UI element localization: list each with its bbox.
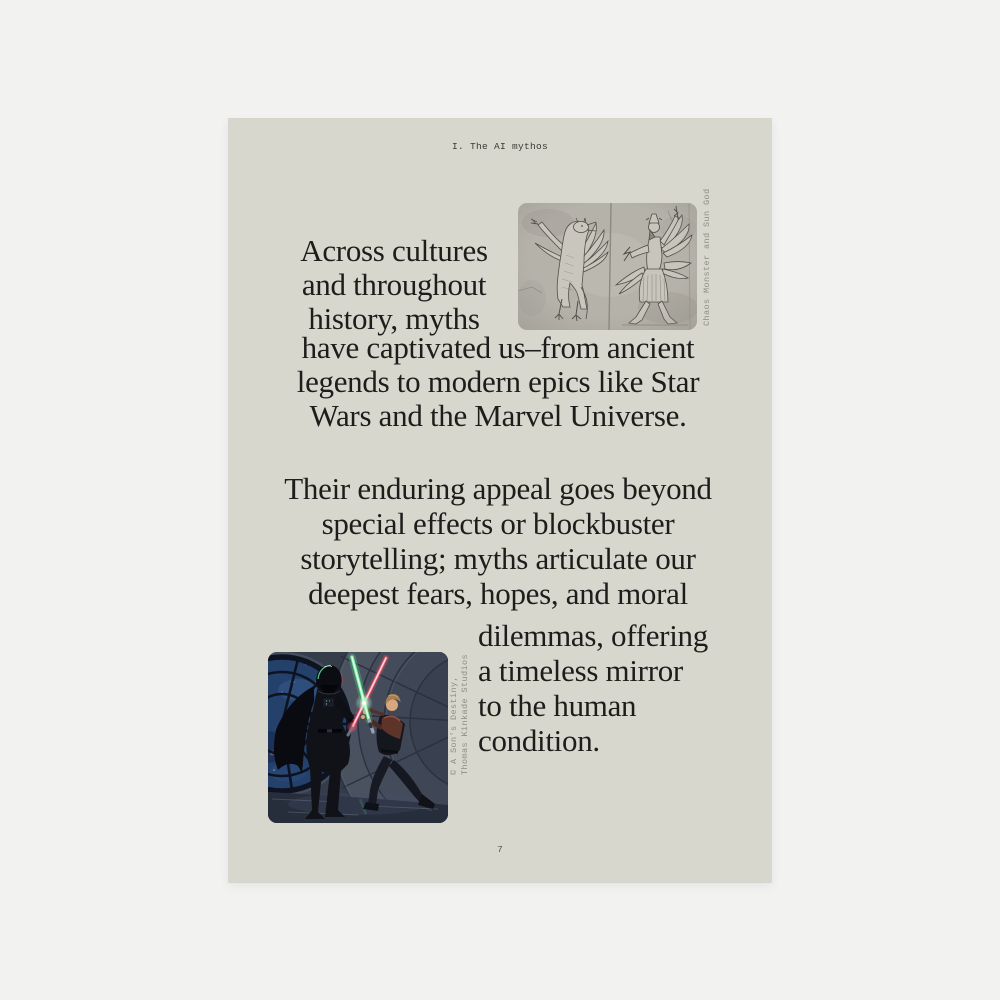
chest-panel [324, 699, 333, 706]
text-line: dilemmas, offering [478, 618, 708, 653]
chapter-header: I. The AI mythos [451, 141, 548, 152]
text-line: and throughout [301, 267, 487, 302]
text-line: storytelling; myths articulate our [300, 541, 696, 576]
caption-line: Thomas Kinkade Studios [460, 653, 470, 775]
lightsaber-duel-image [268, 652, 448, 823]
stone-vignette [518, 203, 697, 330]
text-line: history, myths [308, 301, 480, 336]
text-line: special effects or blockbuster [321, 506, 675, 541]
figure-duel [268, 652, 448, 823]
text-line: deepest fears, hopes, and moral [308, 576, 688, 611]
text-line: Their enduring appeal goes beyond [284, 471, 712, 506]
paragraph-2-full [268, 471, 728, 611]
page-number: 7 [497, 844, 503, 855]
figure-relief-caption: Chaos Monster and Sun God [702, 188, 712, 326]
book-page [228, 118, 772, 882]
text-line: Wars and the Marvel Universe. [309, 398, 687, 433]
caption-line: © A Son's Destiny, [449, 675, 459, 775]
text-line: Across cultures [300, 233, 488, 268]
text-line: to the human [478, 688, 637, 723]
text-line: legends to modern epics like Star [296, 364, 700, 399]
text-line: have captivated us–from ancient [301, 330, 695, 365]
paragraph-1-wrapped [268, 234, 520, 336]
relief-image [518, 203, 697, 330]
figure-duel-caption [449, 654, 471, 775]
text-line: condition. [478, 723, 600, 758]
figure-relief [518, 203, 697, 330]
paragraph-2-wrapped [478, 618, 738, 758]
paragraph-1-full [268, 331, 728, 433]
text-line: a timeless mirror [478, 653, 683, 688]
